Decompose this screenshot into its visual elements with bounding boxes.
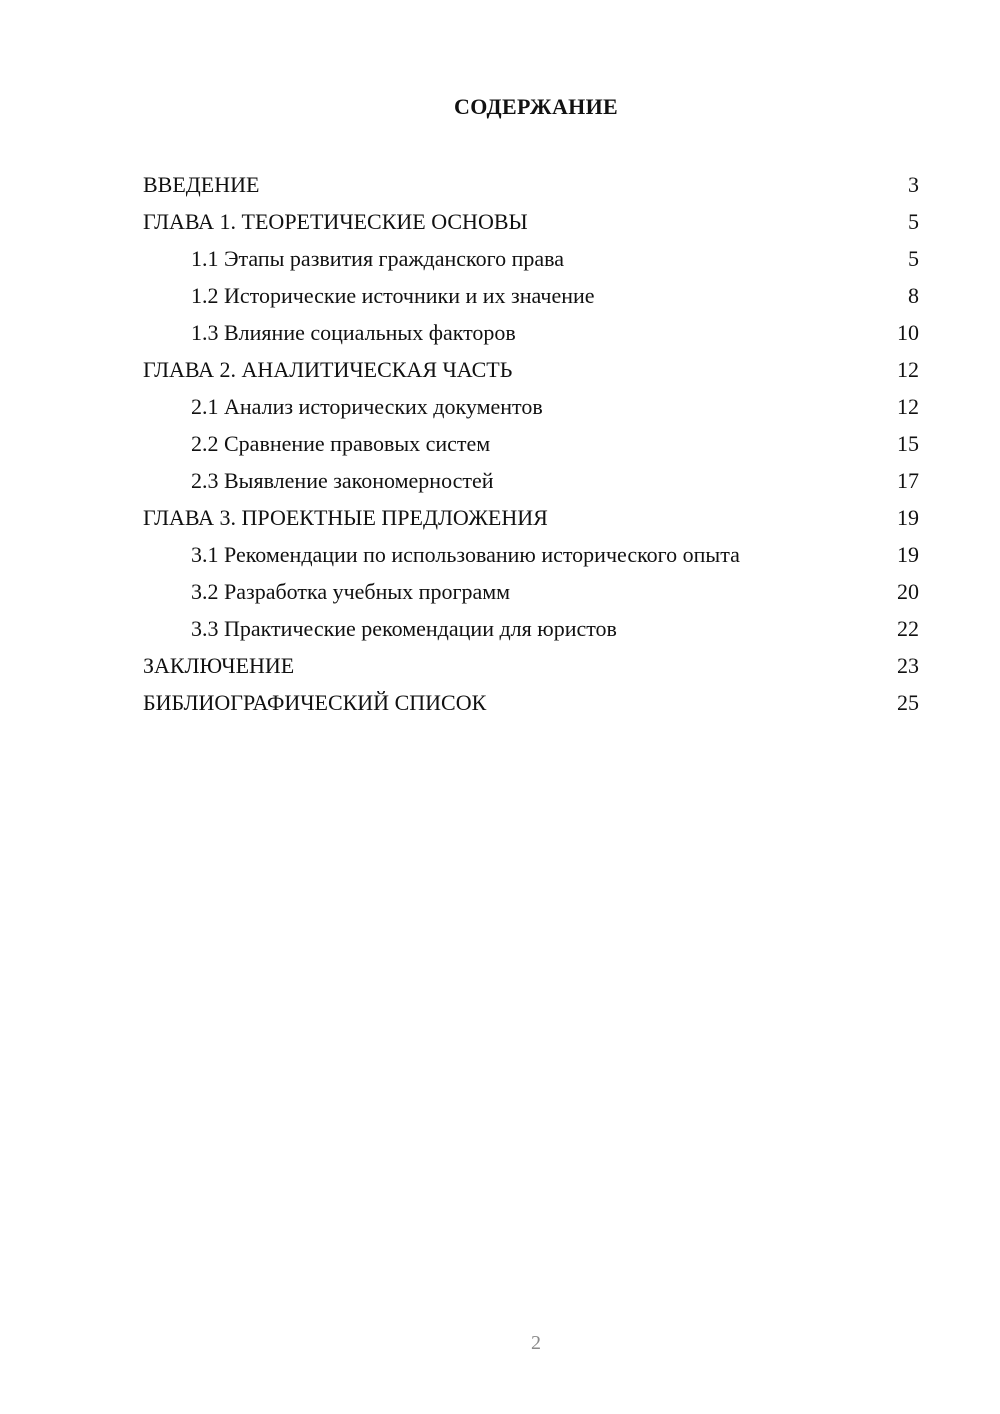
toc-entry-label: ГЛАВА 2. АНАЛИТИЧЕСКАЯ ЧАСТЬ (143, 357, 513, 382)
toc-entry-section-1-3[interactable] (143, 314, 919, 351)
toc-entry-page: 15 (897, 431, 919, 456)
toc-entry-label: ГЛАВА 1. ТЕОРЕТИЧЕСКИЕ ОСНОВЫ (143, 209, 528, 234)
toc-entry-label: 3.3 Практические рекомендации для юристов (191, 616, 617, 641)
toc-entry-page: 23 (897, 653, 919, 678)
toc-entry-introduction[interactable] (143, 166, 919, 203)
table-of-contents (143, 166, 919, 721)
toc-entry-page: 17 (897, 468, 919, 493)
toc-entry-section-2-2[interactable] (143, 425, 919, 462)
toc-entry-page: 25 (897, 690, 919, 715)
toc-entry-page: 3 (908, 172, 919, 197)
toc-entry-page: 5 (908, 246, 919, 271)
toc-entry-label: 2.2 Сравнение правовых систем (191, 431, 491, 456)
toc-entry-label: 1.1 Этапы развития гражданского права (191, 246, 564, 271)
toc-entry-chapter-2[interactable] (143, 351, 919, 388)
toc-entry-label: 3.1 Рекомендации по использованию исторического опыта (191, 542, 740, 567)
toc-entry-label: 2.1 Анализ исторических документов (191, 394, 543, 419)
toc-entry-chapter-1[interactable] (143, 203, 919, 240)
toc-entry-label: 1.2 Исторические источники и их значение (191, 283, 595, 308)
toc-entry-section-3-1[interactable] (143, 536, 919, 573)
toc-entry-page: 5 (908, 209, 919, 234)
toc-entry-section-3-3[interactable] (143, 610, 919, 647)
toc-entry-label: ВВЕДЕНИЕ (143, 172, 260, 197)
toc-entry-page: 8 (908, 283, 919, 308)
toc-entry-section-1-2[interactable] (143, 277, 919, 314)
toc-entry-label: ЗАКЛЮЧЕНИЕ (143, 653, 295, 678)
toc-entry-section-1-1[interactable] (143, 240, 919, 277)
toc-entry-label: 3.2 Разработка учебных программ (191, 579, 511, 604)
toc-entry-page: 19 (897, 542, 919, 567)
toc-entry-label: БИБЛИОГРАФИЧЕСКИЙ СПИСОК (143, 690, 487, 715)
page-number: 2 (531, 1332, 541, 1354)
toc-entry-label: ГЛАВА 3. ПРОЕКТНЫЕ ПРЕДЛОЖЕНИЯ (143, 505, 548, 530)
toc-entry-label: 2.3 Выявление закономерностей (191, 468, 494, 493)
toc-entry-page: 22 (897, 616, 919, 641)
toc-entry-section-3-2[interactable] (143, 573, 919, 610)
toc-entry-chapter-3[interactable] (143, 499, 919, 536)
toc-entry-section-2-3[interactable] (143, 462, 919, 499)
toc-entry-page: 19 (897, 505, 919, 530)
toc-entry-page: 12 (897, 394, 919, 419)
toc-entry-label: 1.3 Влияние социальных факторов (191, 320, 516, 345)
toc-entry-page: 20 (897, 579, 919, 604)
toc-entry-section-2-1[interactable] (143, 388, 919, 425)
toc-entry-bibliography[interactable] (143, 684, 919, 721)
toc-entry-page: 12 (897, 357, 919, 382)
toc-entry-page: 10 (897, 320, 919, 345)
toc-entry-conclusion[interactable] (143, 647, 919, 684)
toc-title: СОДЕРЖАНИЕ (454, 94, 618, 119)
